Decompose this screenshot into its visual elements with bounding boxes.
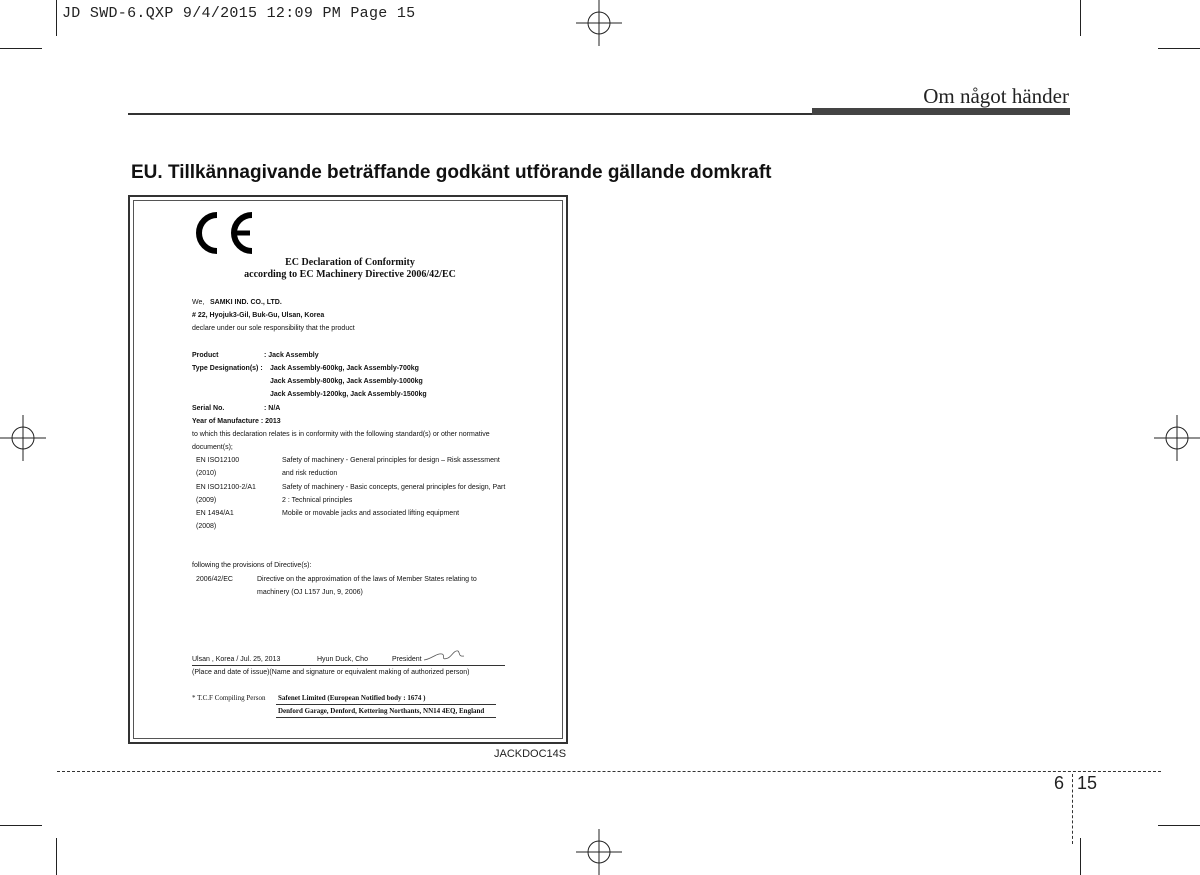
company-address: # 22, Hyojuk3-Gil, Buk-Gu, Ulsan, Korea <box>192 312 325 319</box>
signature-rule <box>192 665 505 666</box>
header-rule-thick <box>812 108 1070 115</box>
provisions-label: following the provisions of Directive(s): <box>192 562 312 569</box>
tcf-rule-1 <box>276 704 496 705</box>
product-value: : Jack Assembly <box>264 352 319 359</box>
page-chapter: 6 <box>1054 773 1065 793</box>
standard-desc: Safety of machinery - General principles for design – Risk assessment <box>282 457 500 464</box>
standard-code: EN ISO12100-2/A1 <box>196 484 256 491</box>
type-value-1: Jack Assembly-600kg, Jack Assembly-700kg <box>270 365 419 372</box>
image-caption: JACKDOC14S <box>494 748 567 760</box>
type-value-3: Jack Assembly-1200kg, Jack Assembly-1500kg <box>270 391 427 398</box>
declare-line: declare under our sole responsibility that the product <box>192 325 355 332</box>
standard-desc: 2 : Technical principles <box>282 497 353 504</box>
standard-desc: Safety of machinery - Basic concepts, general principles for design, Part <box>282 484 506 491</box>
footer-dashed-rule <box>57 771 1161 772</box>
section-title: Om något händer <box>923 84 1069 108</box>
product-label: Product <box>192 352 219 359</box>
registration-mark-bottom-icon <box>576 829 622 875</box>
standard-code: EN ISO12100 <box>196 457 240 464</box>
standard-desc: Mobile or movable jacks and associated lifting equipment <box>282 510 460 517</box>
type-value-2: Jack Assembly-800kg, Jack Assembly-1000kg <box>270 378 423 385</box>
tcf-line-1: Safenet Limited (European Notified body : 1674 ) <box>278 694 426 702</box>
standard-year: (2008) <box>196 523 217 530</box>
year-line: Year of Manufacture : 2013 <box>192 418 281 425</box>
registration-mark-right-icon <box>1154 415 1200 461</box>
company-name: SAMKI IND. CO., LTD. <box>210 299 282 306</box>
serial-value: : N/A <box>264 405 281 412</box>
sign-caption: (Place and date of issue)(Name and signature or equivalent making of authorized person) <box>192 669 470 676</box>
standard-desc: and risk reduction <box>282 470 338 477</box>
directive-desc-1: Directive on the approximation of the laws of Member States relating to <box>257 576 477 583</box>
standard-year: (2009) <box>196 497 217 504</box>
ce-certificate <box>128 195 568 744</box>
certificate-title-line1: EC Declaration of Conformity <box>285 257 415 268</box>
ce-mark-icon <box>190 211 256 260</box>
serial-label: Serial No. <box>192 405 225 412</box>
sign-name: Hyun Duck, Cho <box>317 656 368 663</box>
conformity-line-1: to which this declaration relates is in conformity with the following standard(s) or other normative <box>192 431 490 438</box>
print-slug: JD SWD-6.QXP 9/4/2015 12:09 PM Page 15 <box>62 5 416 22</box>
type-label: Type Designation(s) : <box>192 365 263 372</box>
registration-mark-left-icon <box>0 415 46 461</box>
directive-code: 2006/42/EC <box>196 576 233 583</box>
conformity-line-2: document(s); <box>192 444 233 451</box>
tcf-label: * T.C.F Compiling Person <box>192 694 266 702</box>
certificate-title-line2: according to EC Machinery Directive 2006/42/EC <box>244 269 456 280</box>
registration-mark-top-icon <box>576 0 622 46</box>
tcf-rule-2 <box>276 717 496 718</box>
page-heading: EU. Tillkännagivande beträffande godkänt utförande gällande domkraft <box>131 162 772 183</box>
signature-icon <box>422 645 466 670</box>
standard-code: EN 1494/A1 <box>196 510 234 517</box>
standard-year: (2010) <box>196 470 217 477</box>
we-label: We, <box>192 299 205 306</box>
page-divider <box>1072 774 1073 844</box>
directive-desc-2: machinery (OJ L157 Jun, 9, 2006) <box>257 589 363 596</box>
page-number: 15 <box>1077 773 1098 793</box>
tcf-line-2: Denford Garage, Denford, Kettering Northants, NN14 4EQ, England <box>278 707 485 715</box>
header-rule <box>128 113 812 115</box>
sign-place-date: Ulsan , Korea / Jul. 25, 2013 <box>192 656 281 663</box>
sign-title: President <box>392 656 422 663</box>
